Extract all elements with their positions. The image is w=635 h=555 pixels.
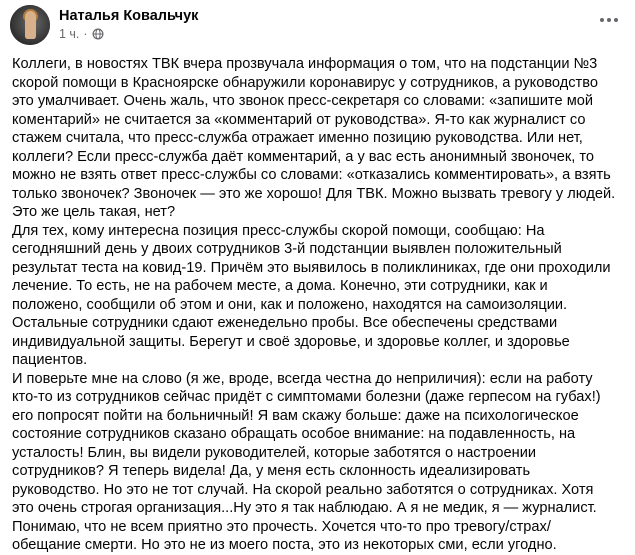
post-text	[12, 55, 617, 555]
globe-icon[interactable]	[92, 28, 104, 40]
more-options-icon[interactable]	[595, 10, 623, 30]
post-header	[10, 5, 198, 45]
separator-dot: ·	[83, 27, 88, 41]
post-subline	[59, 26, 198, 42]
post-paragraph-2: Для тех, кому интересна позиция пресс-службы скорой помощи, сообщаю: На сегодняшний день у двоих сотрудников 3-й подстанции выявлен положительный результат теста на ковид-19. Причём это выявилось в поликлиниках, где они проходили лечение. То есть, не на рабочем месте, а дома. Конечно, эти сотрудники, как и положено, сообщили об этом и они, как и положено, находятся на самоизоляции. Остальные сотрудники сдают еженедельно пробы. Все обеспечены средствами индивидуальной защиты. Берегут и своё здоровье, и здоровье коллег, и здоровье пациентов.	[12, 222, 611, 368]
post-meta	[59, 5, 198, 42]
post-paragraph-3: И поверьте мне на слово (я же, вроде, всегда честна до неприличия): если на работу кто-то из сотрудников сейчас придёт с симптомами болезни (даже герпесом на губах!) его попросят пойти на больничный! Я вам скажу больше: даже на психологическое состояние сотрудников сказано обращать особое внимание: на подавленность, на усталость! Блин, вы видели руководителей, которые заботятся о настроении сотрудников? Я теперь видела! Да, у меня есть склонность идеализировать руководство. Но это не тот случай. На скорой реально заботятся о сотрудниках. Хотя это очень строгая организация...Ну это я так наблюдаю. А я не медик, я — журналист.	[12, 370, 601, 516]
post-timestamp[interactable]: 1 ч.	[59, 27, 80, 41]
author-name[interactable]: Наталья Ковальчук	[59, 8, 199, 24]
post-paragraph-1: Коллеги, в новостях ТВК вчера прозвучала информация о том, что на подстанции №3 скорой помощи в Красноярске обнаружили коронавирус у сотрудников, а руководство это умалчивает. Очень жаль, что звонок пресс-секретаря со словами: «запишите мой коментарий» не считается за «комментарий от руководства». Я-то как журналист со стажем считала, что пресс-служба отражает именно позицию руководства. Или нет, коллеги? Если пресс-служба даёт комментарий, а у вас есть анонимный звоночек, то можно не взять ответ пресс-службы со словами: «отказались комментировать», а взять только звоночек? Звоночек — это же хорошо! Для ТВК. Можно вызвать тревогу у людей. Это же цель такая, нет?	[12, 56, 616, 220]
avatar[interactable]	[10, 5, 50, 45]
post-paragraph-4: Понимаю, что не всем приятно это прочесть. Хочется что-то про тревогу/страх/обещание смерти. Но это не из моего поста, это из некоторых сми, если угодно.	[12, 518, 557, 553]
